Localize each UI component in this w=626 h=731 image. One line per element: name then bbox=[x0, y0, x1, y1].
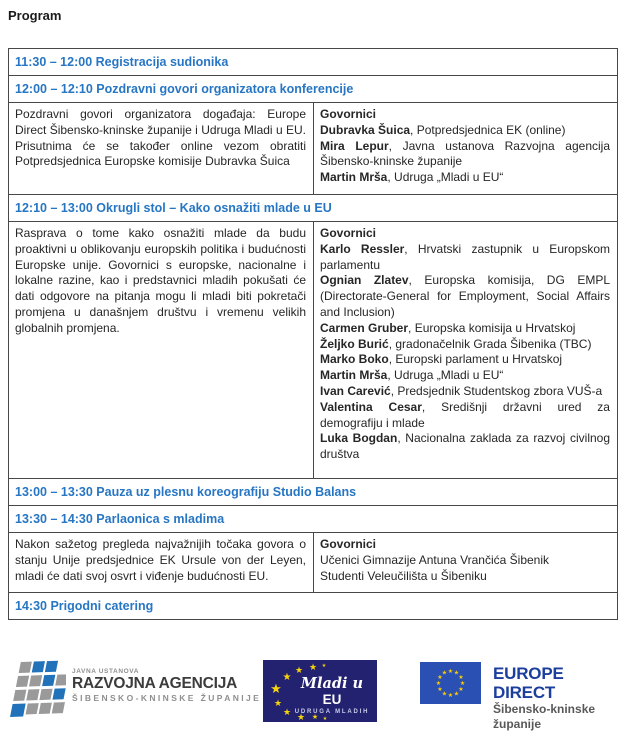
slot-pozdravni-govori: 12:00 – 12:10 Pozdravni govori organizatora konferencije bbox=[9, 76, 617, 103]
europe-direct-title: EUROPE DIRECT bbox=[493, 664, 626, 702]
svg-text:★: ★ bbox=[436, 680, 441, 687]
svg-text:★: ★ bbox=[437, 686, 442, 693]
slot-registracija: 11:30 – 12:00 Registracija sudionika bbox=[9, 49, 617, 76]
session2-speakers bbox=[314, 222, 617, 478]
session2-description: Rasprava o tome kako osnažiti mlade da budu proaktivni u oblikovanju europskih politika i budućnosti Europske unije. Govornici s europske, nacionalne i lokalne razine, kao i predstavnici mladih pokušati će dati odgovore na pitanja mogu li mladi biti pokretači promjena u današnjem društvu i vremenu velikih globalnih promjena. bbox=[9, 222, 314, 478]
slot-parlaonica: 13:30 – 14:30 Parlaonica s mladima bbox=[9, 506, 617, 533]
speaker: Marko Boko, Europski parlament u Hrvatskoj bbox=[320, 352, 610, 368]
speakers-heading: Govornici bbox=[320, 107, 610, 123]
speakers-heading: Govornici bbox=[320, 537, 610, 553]
speaker: Karlo Ressler, Hrvatski zastupnik u Europskom parlamentu bbox=[320, 242, 610, 274]
session1-speakers bbox=[314, 103, 617, 194]
europe-direct-logo bbox=[420, 662, 626, 731]
svg-text:★: ★ bbox=[437, 674, 442, 681]
speaker: Valentina Cesar, Središnji državni ured za demografiju i mlade bbox=[320, 400, 610, 432]
speaker: Dubravka Šuica, Potpredsjednica EK (online) bbox=[320, 123, 610, 139]
svg-text:★: ★ bbox=[283, 672, 292, 683]
speaker: Ognian Zlatev, Europska komisija, DG EMPL (Directorate-General for Employment, Social Affairs and Inclusion) bbox=[320, 273, 610, 320]
razvojna-subtitle: ŠIBENSKO-KNINSKE ŽUPANIJE bbox=[72, 693, 261, 703]
session3-speakers bbox=[314, 533, 617, 592]
europe-direct-line1: Šibensko-kninske bbox=[493, 702, 626, 717]
mladi-title: Mladi u EU bbox=[289, 676, 375, 708]
svg-text:★: ★ bbox=[323, 716, 328, 722]
session-row-parlaonica bbox=[9, 533, 617, 593]
razvojna-agencija-logo bbox=[8, 660, 261, 725]
page-title: Program bbox=[8, 8, 626, 23]
svg-text:★: ★ bbox=[458, 686, 463, 693]
svg-text:★: ★ bbox=[460, 680, 465, 687]
speaker: Carmen Gruber, Europska komisija u Hrvatskoj bbox=[320, 321, 610, 337]
slot-pauza: 13:00 – 13:30 Pauza uz plesnu koreografiju Studio Balans bbox=[9, 479, 617, 506]
svg-text:★: ★ bbox=[442, 690, 447, 697]
speaker: Mira Lepur, Javna ustanova Razvojna agencija Šibensko-kninske županije bbox=[320, 139, 610, 171]
session-row-okrugli-stol bbox=[9, 222, 617, 479]
svg-text:★: ★ bbox=[283, 708, 291, 718]
svg-text:★: ★ bbox=[458, 674, 463, 681]
session3-description: Nakon sažetog pregleda najvažnijih točaka govora o stanju Unije predsjednice EK Ursule von der Leyen, mladi će dati svoj osvrt i viđenje budućnosti EU. bbox=[9, 533, 314, 592]
footer-logos bbox=[0, 656, 626, 726]
speaker-group: Učenici Gimnazije Antuna Vrančića Šibenik bbox=[320, 553, 610, 569]
razvojna-title: RAZVOJNA AGENCIJA bbox=[72, 675, 261, 692]
europe-direct-line2: županije bbox=[493, 717, 626, 731]
svg-text:★: ★ bbox=[454, 690, 459, 697]
slot-okrugli-stol: 12:10 – 13:00 Okrugli stol – Kako osnažiti mlade u EU bbox=[9, 195, 617, 222]
session-row-pozdravni bbox=[9, 103, 617, 195]
mladi-subtitle: UDRUGA MLADIH bbox=[289, 709, 375, 715]
speaker: Željko Burić, gradonačelnik Grada Šibenika (TBC) bbox=[320, 337, 610, 353]
razvojna-pretitle: JAVNA USTANOVA bbox=[72, 668, 261, 675]
svg-text:★: ★ bbox=[322, 663, 327, 669]
svg-text:★: ★ bbox=[295, 666, 303, 676]
eu-flag-icon bbox=[420, 662, 481, 709]
svg-text:★: ★ bbox=[442, 670, 447, 677]
speaker-group: Studenti Veleučilišta u Šibeniku bbox=[320, 569, 610, 585]
mladi-u-eu-logo bbox=[263, 660, 377, 722]
svg-text:★: ★ bbox=[309, 663, 317, 673]
speakers-heading: Govornici bbox=[320, 226, 610, 242]
svg-text:★: ★ bbox=[312, 713, 318, 721]
speaker: Luka Bogdan, Nacionalna zaklada za razvoj civilnog društva bbox=[320, 431, 610, 463]
program-table bbox=[8, 48, 618, 620]
svg-text:★: ★ bbox=[454, 670, 459, 677]
mosaic-tiles-icon bbox=[8, 660, 66, 725]
svg-text:★: ★ bbox=[448, 692, 453, 699]
speaker: Ivan Carević, Predsjednik Studentskog zbora VUŠ-a bbox=[320, 384, 610, 400]
speaker: Martin Mrša, Udruga „Mladi u EU“ bbox=[320, 170, 610, 186]
svg-text:★: ★ bbox=[274, 699, 282, 709]
svg-text:★: ★ bbox=[448, 668, 453, 675]
slot-catering: 14:30 Prigodni catering bbox=[9, 593, 617, 619]
svg-text:★: ★ bbox=[297, 713, 305, 722]
session1-description: Pozdravni govori organizatora događaja: Europe Direct Šibensko-kninske županije i Udruga Mladi u EU. Prisutnima će se također online vezom obratiti Potpredsjednica Europske komisije Dubravka Šuica bbox=[9, 103, 314, 194]
speaker: Martin Mrša, Udruga „Mladi u EU“ bbox=[320, 368, 610, 384]
svg-text:★: ★ bbox=[270, 682, 282, 697]
